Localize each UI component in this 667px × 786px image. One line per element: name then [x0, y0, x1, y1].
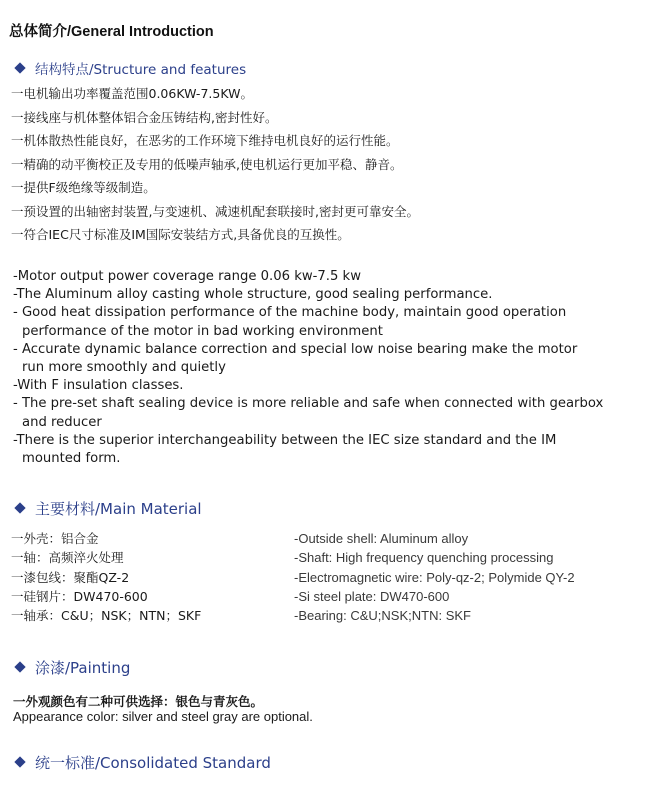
painting-en-line: Appearance color: silver and steel gray are optional.	[13, 709, 313, 724]
diamond-bullet-icon	[14, 62, 25, 73]
structure-cn-line: 一接线座与机体整体铝合金压铸结构,密封性好。	[11, 110, 278, 125]
material-cn-item: 一外壳：铝合金	[11, 531, 99, 546]
structure-en-item	[13, 268, 663, 286]
structure-cn-line: 一提供F级绝缘等级制造。	[11, 180, 156, 195]
structure-cn-line: 一电机输出功率覆盖范围0.06KW-7.5KW。	[11, 86, 253, 101]
structure-cn-line: 一精确的动平衡校正及专用的低噪声轴承,使电机运行更加平稳、静音。	[11, 157, 403, 172]
structure-en-item	[13, 286, 663, 304]
material-en-item: -Electromagnetic wire: Poly-qz-2; Polymide QY-2	[294, 569, 575, 585]
diamond-bullet-icon	[14, 756, 25, 767]
material-cn-list	[11, 529, 201, 625]
structure-cn-line: 一机体散热性能良好，在恶劣的工作环境下维持电机良好的运行性能。	[11, 133, 399, 148]
structure-en-continuation: and reducer	[22, 414, 102, 430]
structure-en-list	[13, 268, 663, 468]
painting-cn-line: 一外观颜色有二种可供选择：银色与青灰色。	[13, 694, 264, 709]
material-en-item: -Si steel plate: DW470-600	[294, 588, 450, 604]
structure-en-continuation: run more smoothly and quietly	[22, 360, 226, 376]
structure-en-item	[13, 377, 663, 395]
structure-en-text: - Accurate dynamic balance correction and special low noise bearing make the motor	[13, 341, 578, 357]
page-title: 总体简介/General Introduction	[9, 24, 214, 40]
material-cn-item: 一轴承：C&U；NSK；NTN；SKF	[11, 608, 202, 624]
diamond-bullet-icon	[14, 502, 25, 513]
structure-cn-line: 一符合IEC尺寸标准及IM国际安装结方式,具备优良的互换性。	[11, 227, 350, 242]
structure-en-continuation: mounted form.	[22, 451, 121, 467]
material-en-item: -Shaft: High frequency quenching processing	[294, 550, 554, 566]
structure-en-text: - Good heat dissipation performance of the machine body, maintain good operation	[13, 305, 567, 321]
material-cn-item: 一漆包线：聚酯QZ-2	[11, 569, 130, 585]
material-heading-label: 主要材料/Main Material	[35, 499, 202, 518]
material-en-item: -Bearing: C&U;NSK;NTN: SKF	[294, 608, 471, 624]
structure-heading	[13, 58, 246, 78]
structure-en-item	[13, 341, 663, 377]
standard-heading-label: 统一标准/Consolidated Standard	[35, 753, 271, 772]
standard-heading	[13, 752, 271, 772]
structure-en-item	[13, 304, 663, 340]
material-en-list	[294, 529, 575, 625]
diamond-bullet-icon	[14, 661, 25, 672]
structure-en-text: -Motor output power coverage range 0.06 kw-7.5 kw	[13, 269, 361, 284]
structure-en-item	[13, 432, 663, 468]
structure-cn-line: 一预设置的出轴密封装置,与变速机、减速机配套联接时,密封更可靠安全。	[11, 204, 419, 219]
structure-en-item	[13, 395, 663, 431]
painting-heading	[13, 657, 130, 677]
material-heading	[13, 498, 202, 518]
structure-en-text: -There is the superior interchangeability between the IEC size standard and the IM	[13, 432, 557, 448]
material-en-item: -Outside shell: Aluminum alloy	[294, 531, 469, 546]
structure-en-continuation: performance of the motor in bad working environment	[22, 323, 383, 339]
painting-heading-label: 涂漆/Painting	[35, 658, 131, 677]
structure-heading-label: 结构特点/Structure and features	[35, 62, 247, 78]
material-cn-item: 一硅钢片：DW470-600	[11, 588, 148, 604]
structure-en-text: -The Aluminum alloy casting whole structure, good sealing performance.	[13, 287, 493, 303]
structure-en-text: - The pre-set shaft sealing device is more reliable and safe when connected with gearbox	[13, 396, 604, 412]
material-cn-item: 一轴：高频淬火处理	[11, 550, 124, 566]
structure-en-text: -With F insulation classes.	[13, 378, 184, 394]
